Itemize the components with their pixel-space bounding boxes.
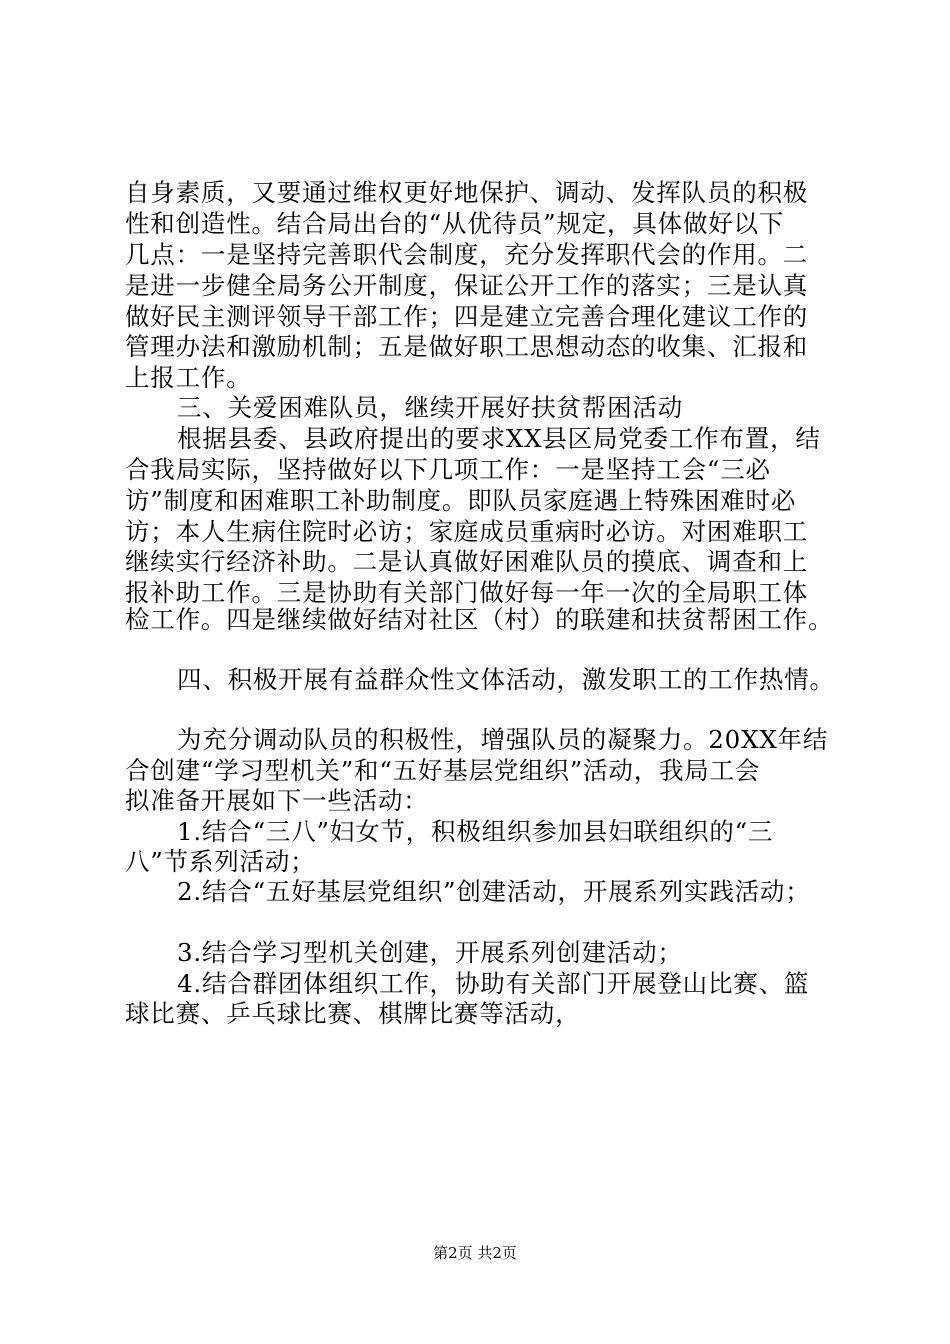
- list-item-continued: 球比赛、乒乓球比赛、棋牌比赛等活动，: [125, 999, 581, 1028]
- body-line: 做好民主测评领导干部工作；四是建立完善合理化建议工作的: [125, 302, 809, 331]
- body-line: 继续实行经济补助。二是认真做好困难队员的摸底、调查和上: [125, 547, 809, 576]
- body-line: 上报工作。: [125, 363, 252, 392]
- body-line: 合我局实际，坚持做好以下几项工作：一是坚持工会“三必: [125, 455, 771, 484]
- list-item: 2.结合“五好基层党组织”创建活动，开展系列实践活动；: [177, 877, 811, 906]
- body-line: 拟准备开展如下一些活动：: [125, 786, 429, 815]
- body-line: 报补助工作。三是协助有关部门做好每一年一次的全局职工体: [125, 578, 809, 607]
- body-line: 管理办法和激励机制；五是做好职工思想动态的收集、汇报和: [125, 332, 809, 361]
- body-line: 访”制度和困难职工补助制度。即队员家庭遇上特殊困难时必: [125, 486, 797, 515]
- body-line: 几点：一是坚持完善职代会制度，充分发挥职代会的作用。二: [125, 240, 809, 269]
- list-item: 1.结合“三八”妇女节，积极组织参加县妇联组织的“三: [177, 817, 774, 846]
- section-heading: 三、关爱困难队员，继续开展好扶贫帮困活动: [177, 393, 683, 422]
- list-item: 4.结合群团体组织工作，协助有关部门开展登山比赛、篮: [177, 969, 810, 998]
- body-line: 自身素质，又要通过维权更好地保护、调动、发挥队员的积极: [125, 178, 809, 207]
- body-line: 访；本人生病住院时必访；家庭成员重病时必访。对困难职工: [125, 517, 809, 546]
- page-number-footer: 第2页 共2页: [433, 1244, 517, 1262]
- body-line: 检工作。四是继续做好结对社区（村）的联建和扶贫帮困工作。: [125, 605, 834, 634]
- section-heading: 四、积极开展有益群众性文体活动，激发职工的工作热情。: [177, 665, 835, 694]
- list-item-continued: 八”节系列活动；: [125, 847, 316, 876]
- list-item: 3.结合学习型机关创建，开展系列创建活动；: [177, 938, 683, 967]
- body-line: 合创建“学习型机关”和“五好基层党组织”活动，我局工会: [125, 756, 761, 785]
- body-line: 性和创造性。结合局出台的“从优待员”规定，具体做好以下: [125, 209, 785, 238]
- body-line: 根据县委、县政府提出的要求XX县区局党委工作布置，结: [177, 424, 821, 453]
- body-line: 是进一步健全局务公开制度，保证公开工作的落实；三是认真: [125, 271, 809, 300]
- body-line: 为充分调动队员的积极性，增强队员的凝聚力。20XX年结: [177, 725, 829, 754]
